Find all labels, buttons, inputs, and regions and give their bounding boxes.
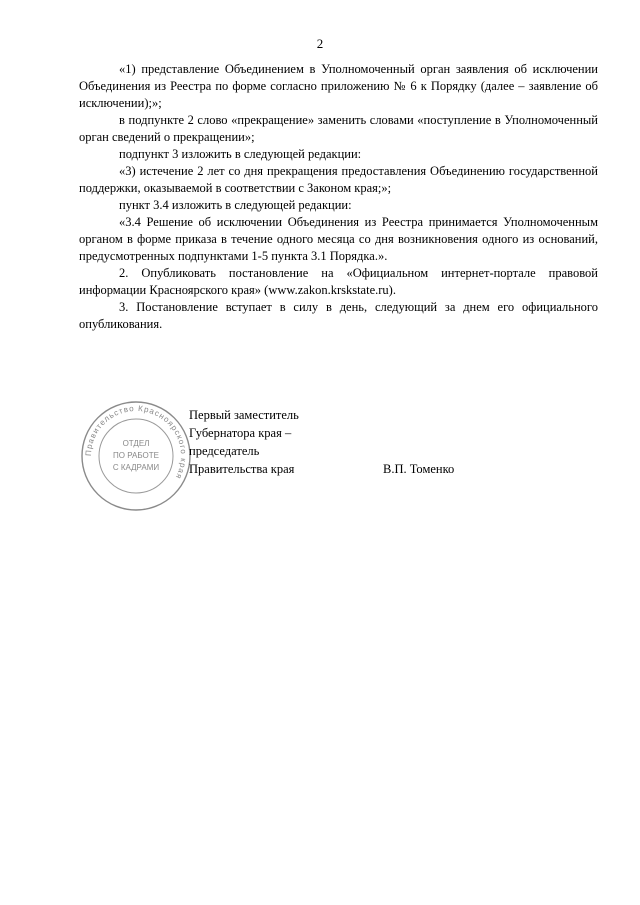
signatory-position-line-4: Правительства края bbox=[189, 462, 295, 476]
paragraph-2: в подпункте 2 слово «прекращение» заменить словами «поступление в Уполномоченный орган сведений о прекращении»; bbox=[79, 113, 598, 144]
paragraph-7: 2. Опубликовать постановление на «Официальном интернет-портале правовой информации Красноярского края» (www.zakon.krskstate.ru). bbox=[79, 266, 598, 297]
paragraph-6: «3.4 Решение об исключении Объединения из Реестра принимается Уполномоченным органом в форме приказа в течение одного месяца со дня возникновения одного из оснований, предусмотренных подпунктами 1-5 пункта 3.1 Порядка.». bbox=[79, 215, 598, 263]
paragraph-1: «1) представление Объединением в Уполномоченный орган заявления об исключении Объединения из Реестра по форме согласно приложению № 6 к Порядку (далее – заявление об исключении);»; bbox=[79, 62, 598, 110]
signatory-name: В.П. Томенко bbox=[383, 462, 455, 476]
paragraph-8: 3. Постановление вступает в силу в день, следующий за днем его официального опубликования. bbox=[79, 300, 598, 331]
document-body bbox=[79, 61, 598, 333]
paragraph-4: «3) истечение 2 лет со дня прекращения предоставления Объединению государственной поддержки, оказываемой в соответствии с Законом края;»; bbox=[79, 164, 598, 195]
signatory-position-line-2: Губернатора края – bbox=[189, 426, 292, 440]
stamp-inner-line-2: ПО РАБОТЕ bbox=[113, 451, 159, 460]
signatory-position-line-3: председатель bbox=[189, 444, 260, 458]
paragraph-5: пункт 3.4 изложить в следующей редакции: bbox=[119, 198, 352, 212]
stamp-inner-line-1: ОТДЕЛ bbox=[122, 439, 150, 448]
page-number: 2 bbox=[316, 36, 324, 51]
stamp-inner-line-3: С КАДРАМИ bbox=[112, 463, 160, 472]
signatory-position-line-1: Первый заместитель bbox=[189, 408, 299, 422]
stamp-outer-text: Правительство Красноярского края bbox=[83, 403, 189, 481]
signatory-position bbox=[189, 406, 299, 478]
paragraph-3: подпункт 3 изложить в следующей редакции: bbox=[119, 147, 362, 161]
official-stamp bbox=[80, 400, 192, 512]
